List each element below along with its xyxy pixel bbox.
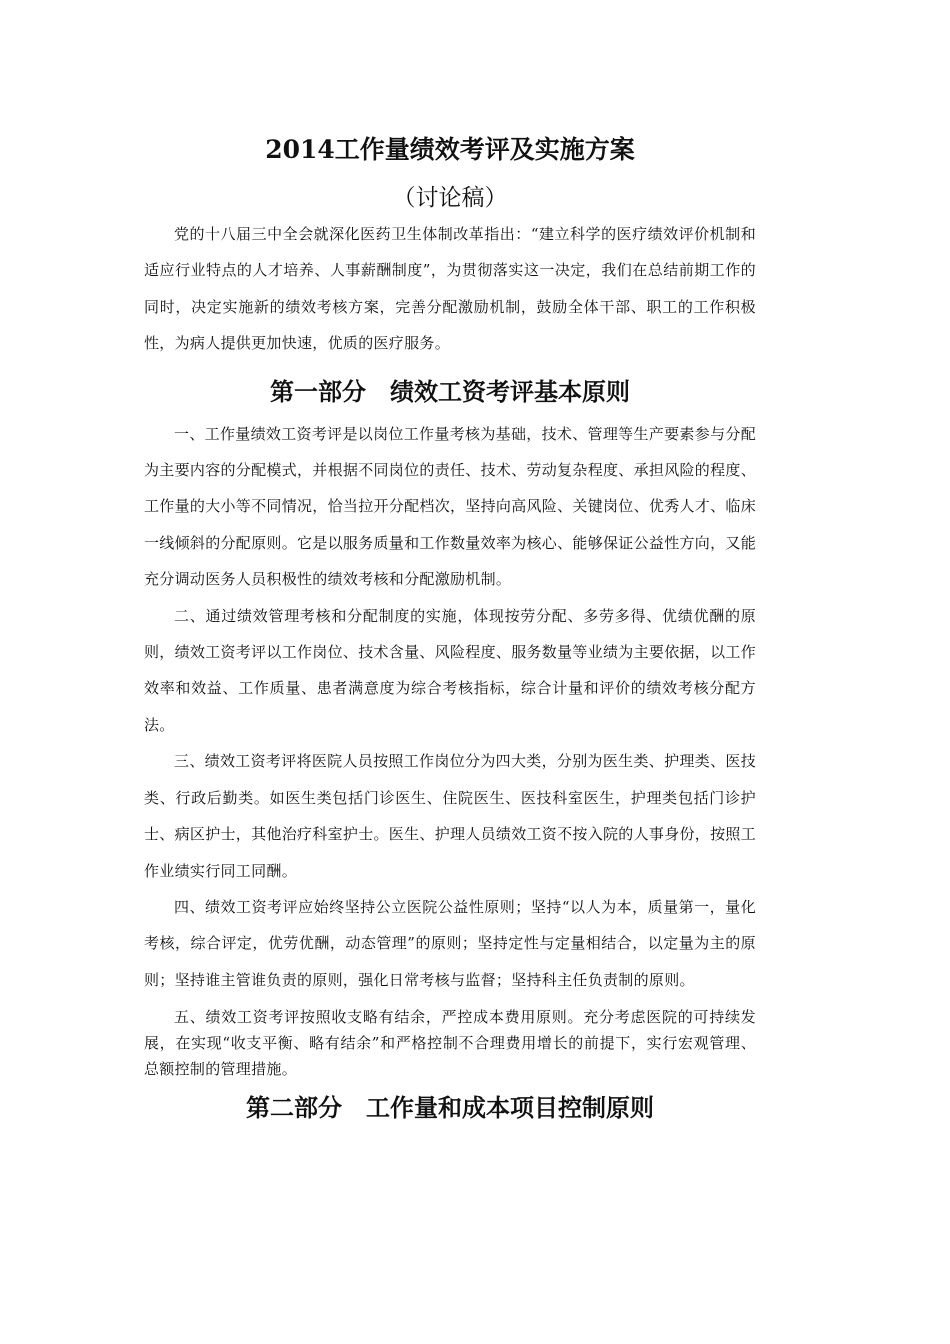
section-1-paragraph-1: 一、工作量绩效工资考评是以岗位工作量考核为基础，技术、管理等生产要素参与分配为主要内容的分配模式，并根据不同岗位的责任、技术、劳动复杂程度、承担风险的程度、工作量的大小等不同情况，恰当拉开分配档次，坚持向高风险、关键岗位、优秀人才、临床一线倾斜的分配原则。它是以服务质量和工作数量效率为核心、能够保证公益性方向，又能充分调动医务人员积极性的绩效考核和分配激励机制。 [144,424,757,589]
section-1-paragraph-5: 五、绩效工资考评按照收支略有结余，严控成本费用原则。充分考虑医院的可持续发展，在实现“收支平衡、略有结余”和严格控制不合理费用增长的前提下，实行宏观管理、总额控制的管理措施。 [144,1008,756,1079]
document-title: 2014工作量绩效考评及实施方案 [265,135,635,164]
intro-paragraph: 党的十八届三中全会就深化医药卫生体制改革指出：“建立科学的医疗绩效评价机制和适应行业特点的人才培养、人事薪酬制度”，为贯彻落实这一决定，我们在总结前期工作的同时，决定实施新的绩效考核方案，完善分配激励机制，鼓励全体干部、职工的工作积极性，为病人提供更加快速，优质的医疗服务。 [144,225,756,353]
document-subtitle: （讨论稿） [392,185,508,211]
section-heading-2: 第二部分 工作量和成本项目控制原则 [246,1093,654,1123]
section-1-paragraph-4: 四、绩效工资考评应始终坚持公立医院公益性原则；坚持“以人为本，质量第一，量化考核，综合评定，优劳优酬，动态管理”的原则；坚持定性与定量相结合，以定量为主的原则；坚持谁主管谁负责的原则，强化日常考核与监督；坚持科主任负责制的原则。 [144,897,756,989]
section-1-paragraph-3: 三、绩效工资考评将医院人员按照工作岗位分为四大类，分别为医生类、护理类、医技类、行政后勤类。如医生类包括门诊医生、住院医生、医技科室医生，护理类包括门诊护士、病区护士，其他治疗科室护士。医生、护理人员绩效工资不按入院的人事身份，按照工作业绩实行同工同酬。 [144,752,757,880]
section-heading-1: 第一部分 绩效工资考评基本原则 [270,376,630,406]
document-body [144,128,756,1132]
section-1-paragraph-2: 二、通过绩效管理考核和分配制度的实施，体现按劳分配、多劳多得、优绩优酬的原则，绩效工资考评以工作岗位、技术含量、风险程度、服务数量等业绩为主要依据，以工作效率和效益、工作质量、患者满意度为综合考核指标，综合计量和评价的绩效考核分配方法。 [144,606,757,734]
